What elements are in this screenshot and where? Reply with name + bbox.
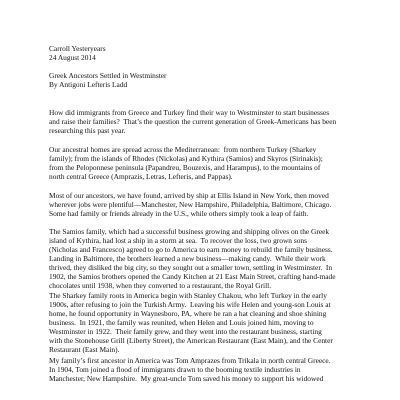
paragraph [49,191,377,218]
publication-date: 24 August 2014 [49,53,96,63]
paragraph-line: thrived, they disliked the big city, so they sought out a smaller town, settling in Westminster. In [49,263,333,273]
paragraph [49,145,377,181]
paragraph-line: Landing in Baltimore, the brothers learned a new business—making candy. While their work [49,254,326,264]
paragraph [49,291,377,354]
paragraph-line: 1900s, after refusing to join the Turkish Army. Leaving his wife Helen and young-son Louis at [49,300,331,310]
paragraph-line: Manchester, New Hampshire. My great-uncle Tom saved his money to support his widowed [49,374,324,384]
paragraph-line: family); from the islands of Rhodes (Nickolas) and Kythira (Samios) and Skyros (Sirinakis); [49,154,323,164]
paragraph-line: with the Stonehouse Grill (Liberty Street), the American Restaurant (East Main), and the Center [49,336,333,346]
paragraph [49,227,377,290]
paragraph-line: Our ancestral homes are spread across the Mediterranean: from northern Turkey (Sharkey [49,145,317,154]
paragraph-line: In 1904, Tom joined a flood of immigrants drawn to the booming textile industries in [49,365,301,375]
paragraph-line: Restaurant (East Main). [49,345,120,355]
paragraph-line: Some had family or friends already in the U.S., while others simply took a leap of faith. [49,209,309,219]
paragraph-line: 1902, the Samios brothers opened the Candy Kitchen at 21 East Main Street, crafting hand-made [49,272,336,282]
paragraph-line: Westminster in 1922. Their family grew, and they went into the restaurant business, starting [49,327,322,337]
paragraph [49,108,377,135]
paragraph-line: The Samios family, which had a successful business growing and shipping olives on the Greek [49,227,330,236]
paragraph-line: north central Greece (Amprazis, Letras, Lefteris, and Pappas). [49,172,233,182]
paragraph-line: from the Peloponnese peninsula (Papandreu, Bouzexis, and Harampus), to the mountains of [49,163,321,173]
paragraph-line: Most of our ancestors, we have found, arrived by ship at Ellis Island in New York, then moved [49,191,329,200]
paragraph-line: My family’s first ancestor in America was Tom Amprazes from Trikala in north central Greece. [49,356,331,365]
article-byline: By Antigoni Lefteris Ladd [49,80,128,90]
paragraph-line: researching this past year. [49,126,126,136]
paragraph-line: (Nicholas and Francesco) agreed to go to America to earn money to rebuild the family business. [49,245,333,255]
paragraph-line: wherever jobs were plentiful—Manchester, New Hampshire, Philadelphia, Baltimore, Chicago. [49,200,332,210]
paragraph-line: home, he found opportunity in Waynesboro, PA, where he ran a hat cleaning and shoe shining [49,309,327,319]
paragraph-line: and raise their families? That’s the question the current generation of Greek-Americans has been [49,117,337,127]
paragraph-line: island of Kythira, had lost a ship in a storm at sea. To recover the loss, two grown sons [49,236,307,246]
article-title: Greek Ancestors Settled in Westminster [49,71,167,80]
publication-name: Carroll Yesteryears [49,44,106,53]
publication-header [49,44,377,62]
paragraph-line: The Sharkey family roots in America begin with Stanley Chakou, who left Turkey in the early [49,291,327,300]
paragraph-line: business. In 1921, the family was reunited, when Helen and Louis joined him, moving to [49,318,314,328]
paragraph-line: How did immigrants from Greece and Turkey find their way to Westminster to start businesses [49,108,330,117]
paragraph-line: chocolates until 1938, when they converted to a restaurant, the Royal Grill. [49,281,272,291]
paragraph [49,356,377,383]
article-title-block [49,71,377,89]
